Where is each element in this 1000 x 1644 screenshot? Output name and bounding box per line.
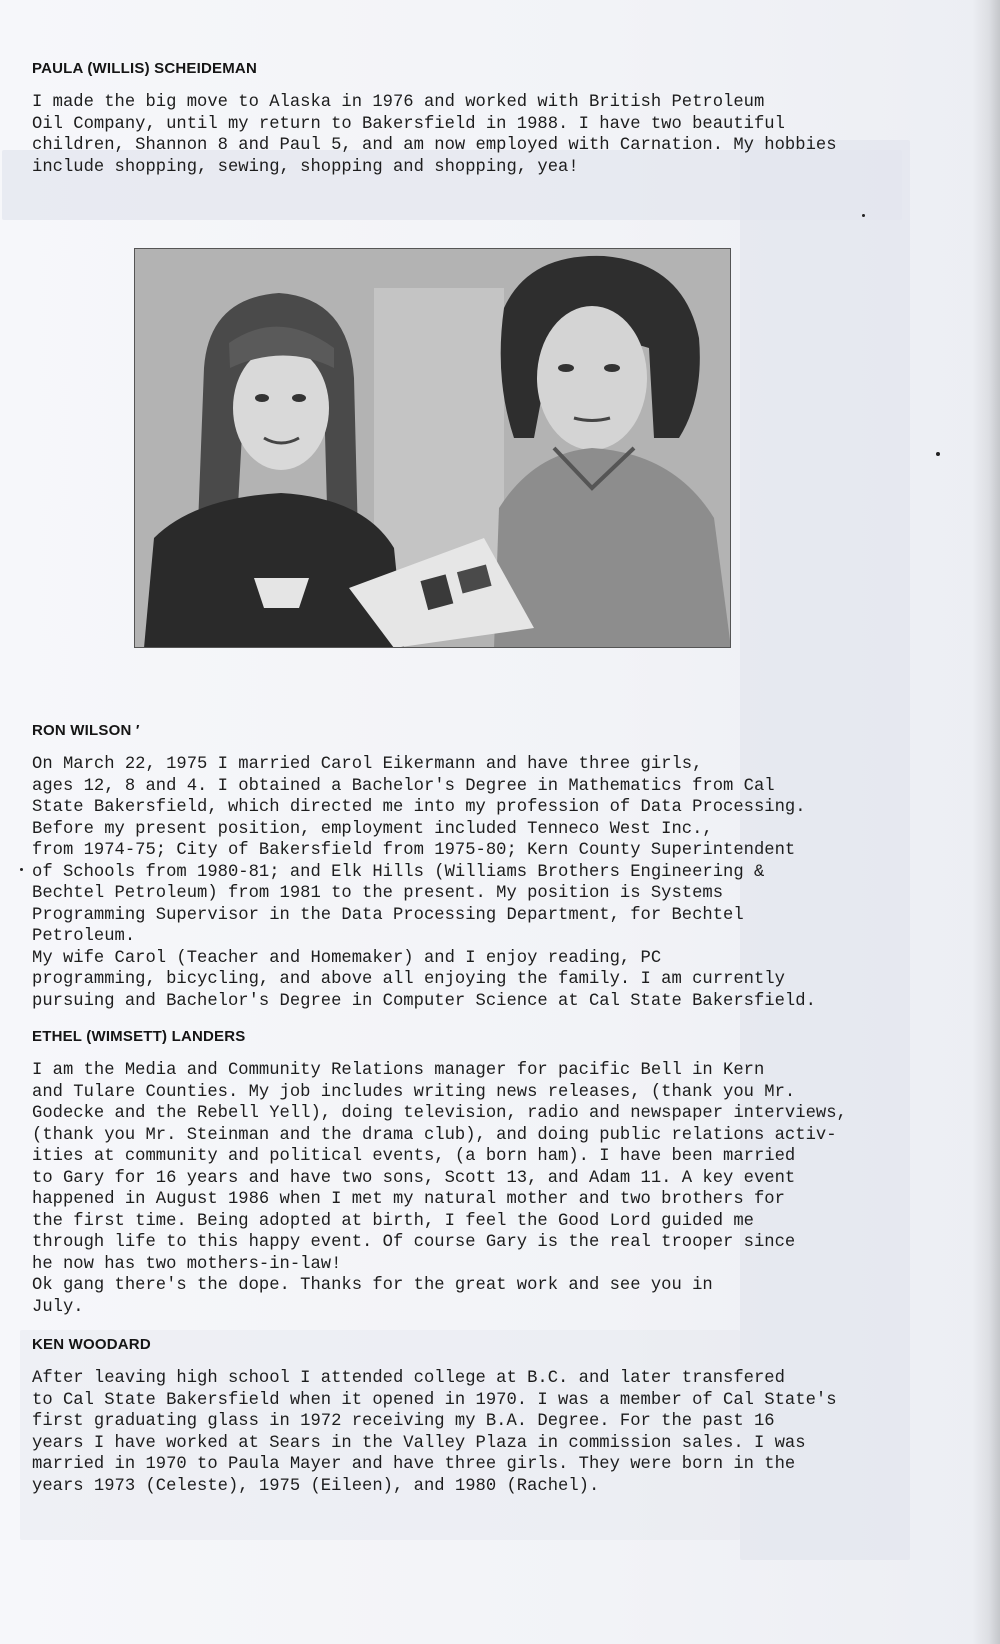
section-heading-paula-scheideman: PAULA (WILLIS) SCHEIDEMAN xyxy=(32,60,257,77)
section-body-ethel-landers: I am the Media and Community Relations manager for pacific Bell in Kern and Tulare Counties. My job includes writing news releases, (thank you Mr. Godecke and the Rebell Yell), doing television, radio and newspaper interviews, (thank you Mr. Steinman and the drama club), and doing public relations activ- ities at community and political events, (a born ham). I have been married to Gary for 16 years and have two sons, Scott 13, and Adam 11. A key event happened in August 1986 when I met my natural mother and two brothers for the first time. Being adopted at birth, I feel the Good Lord guided me through life to this happy event. Of course Gary is the real trooper since he now has two mothers-in-law! Ok gang there's the dope. Thanks for the great work and see you in July. xyxy=(32,1061,847,1317)
class-photo xyxy=(134,248,731,648)
section-heading-ron-wilson: RON WILSON ′ xyxy=(32,722,140,739)
section-body-ron-wilson: On March 22, 1975 I married Carol Eikermann and have three girls, ages 12, 8 and 4. I obtained a Bachelor's Degree in Mathematics from Cal State Bakersfield, which directed me into my profession of Data Processing. Before my present position, employment included Tenneco West Inc., from 1974-75; City of Bakersfield from 1975-80; Kern County Superintendent of Schools from 1980-81; and Elk Hills (Williams Brothers Engineering & Bechtel Petroleum) from 1981 to the present. My position is Systems Programming Supervisor in the Data Processing Department, for Bechtel Petroleum. My wife Carol (Teacher and Homemaker) and I enjoy reading, PC programming, bicycling, and above all enjoying the family. I am currently pursuing and Bachelor's Degree in Computer Science at Cal State Bakersfield. xyxy=(32,755,816,1011)
scan-speck xyxy=(20,868,23,871)
scan-speck xyxy=(862,214,865,217)
section-heading-ethel-landers: ETHEL (WIMSETT) LANDERS xyxy=(32,1028,246,1045)
scan-speck xyxy=(936,452,940,456)
page-edge-shadow xyxy=(972,0,1000,1644)
section-body-paula-scheideman: I made the big move to Alaska in 1976 and worked with British Petroleum Oil Company, until my return to Bakersfield in 1988. I have two beautiful children, Shannon 8 and Paul 5, and am now employed with Carnation. My hobbies include shopping, sewing, shopping and shopping, yea! xyxy=(32,93,837,177)
section-body-ken-woodard: After leaving high school I attended college at B.C. and later transfered to Cal State Bakersfield when it opened in 1970. I was a member of Cal State's first graduating glass in 1972 receiving my B.A. Degree. For the past 16 years I have worked at Sears in the Valley Plaza in commission sales. I was married in 1970 to Paula Mayer and have three girls. They were born in the years 1973 (Celeste), 1975 (Eileen), and 1980 (Rachel). xyxy=(32,1369,837,1496)
section-heading-ken-woodard: KEN WOODARD xyxy=(32,1336,151,1353)
photo-illustration xyxy=(134,248,731,648)
